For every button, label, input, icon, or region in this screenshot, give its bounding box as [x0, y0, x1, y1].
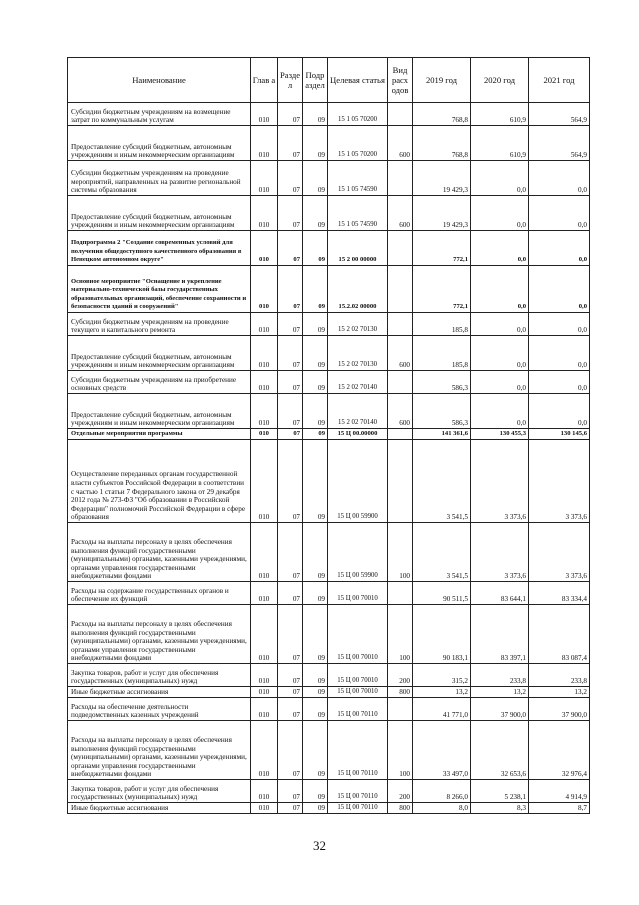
row-vid: 600: [388, 126, 413, 161]
row-2021: 0,0: [529, 313, 590, 336]
row-vid: [388, 440, 413, 523]
table-row: [68, 231, 590, 266]
row-statya: 15 1 05 74590: [328, 161, 388, 196]
row-name: Подпрограмма 2 "Создание современных условий для получения общедоступного качественного образования в Ненецком автономном округе": [68, 231, 251, 266]
row-2021: 8,7: [529, 803, 590, 814]
row-name: Предоставление субсидий бюджетным, автономным учреждениям и иным некоммерческим организациям: [68, 126, 251, 161]
row-name: Предоставление субсидий бюджетным, автономным учреждениям и иным некоммерческим организациям: [68, 196, 251, 231]
row-2021: 130 145,6: [529, 429, 590, 440]
row-2019: 768,8: [413, 126, 471, 161]
row-razdel: 07: [278, 336, 303, 371]
row-name: Закупка товаров, работ и услуг для обеспечения государственных (муниципальных) нужд: [68, 664, 251, 687]
row-podrazdel: 09: [303, 698, 328, 721]
row-podrazdel: 09: [303, 687, 328, 698]
row-razdel: 07: [278, 605, 303, 664]
row-podrazdel: 09: [303, 394, 328, 429]
row-2019: 141 361,6: [413, 429, 471, 440]
header-2020: 2020 год: [471, 58, 529, 103]
row-2020: 32 653,6: [471, 721, 529, 780]
row-name: Субсидии бюджетным учреждениям на проведение текущего и капитального ремонта: [68, 313, 251, 336]
row-2021: 0,0: [529, 231, 590, 266]
row-razdel: 07: [278, 196, 303, 231]
row-name: Расходы на обеспечение деятельности подведомственных казенных учреждений: [68, 698, 251, 721]
row-2021: 564,9: [529, 126, 590, 161]
row-name: Осуществление переданных органам государственной власти субъектов Российской Федерации в соответствии с частью 1 статьи 7 Федерального закона от 29 декабря 2012 года № 273-ФЗ "Об образовании в Российской Федерации" полномочий Российской Федерации в сфере образования: [68, 440, 251, 523]
table-row: [68, 429, 590, 440]
row-statya: 15.2.02 00000: [328, 266, 388, 313]
row-2021: 3 373,6: [529, 440, 590, 523]
row-razdel: 07: [278, 721, 303, 780]
row-podrazdel: 09: [303, 336, 328, 371]
row-2019: 13,2: [413, 687, 471, 698]
row-2019: 33 497,0: [413, 721, 471, 780]
row-razdel: 07: [278, 161, 303, 196]
header-name: Наименование: [68, 58, 251, 103]
header-2019: 2019 год: [413, 58, 471, 103]
row-podrazdel: 09: [303, 196, 328, 231]
row-2020: 0,0: [471, 231, 529, 266]
row-2020: 0,0: [471, 336, 529, 371]
table-row: [68, 440, 590, 523]
row-glava: 010: [251, 336, 278, 371]
row-vid: [388, 313, 413, 336]
row-statya: 15 Ц 00 70010: [328, 582, 388, 605]
row-2020: 0,0: [471, 313, 529, 336]
row-razdel: 07: [278, 440, 303, 523]
row-name: Расходы на выплаты персоналу в целях обеспечения выполнения функций государственными (муниципальными) органами, казенными учреждениями, органами управления государственными внебюджетными фондами: [68, 605, 251, 664]
row-2021: 0,0: [529, 196, 590, 231]
row-2020: 3 373,6: [471, 440, 529, 523]
row-2021: 564,9: [529, 103, 590, 126]
row-statya: 15 2 02 70130: [328, 336, 388, 371]
row-2021: 0,0: [529, 371, 590, 394]
header-razdel: Разде л: [278, 58, 303, 103]
row-vid: [388, 231, 413, 266]
row-2019: 772,1: [413, 231, 471, 266]
row-podrazdel: 09: [303, 231, 328, 266]
row-vid: 200: [388, 780, 413, 803]
row-2019: 586,3: [413, 371, 471, 394]
row-2020: 0,0: [471, 371, 529, 394]
table-row: [68, 371, 590, 394]
row-name: Основное мероприятие "Оснащение и укрепление материально-технической базы государственных образовательных организаций, обеспечение сохранности и безопасности зданий и сооружений": [68, 266, 251, 313]
row-glava: 010: [251, 440, 278, 523]
row-glava: 010: [251, 161, 278, 196]
table-row: [68, 523, 590, 582]
row-vid: [388, 371, 413, 394]
row-podrazdel: 09: [303, 721, 328, 780]
row-podrazdel: 09: [303, 103, 328, 126]
row-name: Расходы на выплаты персоналу в целях обеспечения выполнения функций государственными (муниципальными) органами, казенными учреждениями, органами управления государственными внебюджетными фондами: [68, 721, 251, 780]
row-2020: 130 455,3: [471, 429, 529, 440]
table-body: [68, 103, 590, 814]
row-2020: 83 644,1: [471, 582, 529, 605]
row-2021: 0,0: [529, 336, 590, 371]
row-glava: 010: [251, 687, 278, 698]
row-name: Отдельные мероприятия программы: [68, 429, 251, 440]
header-statya: Целевая статья: [328, 58, 388, 103]
row-statya: 15 1 05 70200: [328, 126, 388, 161]
row-podrazdel: 09: [303, 605, 328, 664]
row-podrazdel: 09: [303, 266, 328, 313]
row-glava: 010: [251, 231, 278, 266]
row-statya: 15 Ц 00 70110: [328, 721, 388, 780]
row-2019: 185,8: [413, 313, 471, 336]
row-razdel: 07: [278, 126, 303, 161]
row-2019: 19 429,3: [413, 161, 471, 196]
row-razdel: 07: [278, 313, 303, 336]
row-2020: 0,0: [471, 196, 529, 231]
row-razdel: 07: [278, 371, 303, 394]
row-vid: 600: [388, 336, 413, 371]
table-row: [68, 336, 590, 371]
row-razdel: 07: [278, 803, 303, 814]
row-podrazdel: 09: [303, 582, 328, 605]
row-2020: 37 900,0: [471, 698, 529, 721]
row-statya: 15 Ц 00 59900: [328, 440, 388, 523]
row-vid: [388, 161, 413, 196]
row-glava: 010: [251, 803, 278, 814]
row-razdel: 07: [278, 103, 303, 126]
row-podrazdel: 09: [303, 523, 328, 582]
row-name: Закупка товаров, работ и услуг для обеспечения государственных (муниципальных) нужд: [68, 780, 251, 803]
row-glava: 010: [251, 126, 278, 161]
row-2021: 0,0: [529, 266, 590, 313]
row-2020: 610,9: [471, 126, 529, 161]
row-2021: 233,8: [529, 664, 590, 687]
row-name: Расходы на содержание государственных органов и обеспечение их функций: [68, 582, 251, 605]
row-vid: [388, 582, 413, 605]
row-name: Иные бюджетные ассигнования: [68, 687, 251, 698]
row-2019: 19 429,3: [413, 196, 471, 231]
row-glava: 010: [251, 429, 278, 440]
row-razdel: 07: [278, 664, 303, 687]
row-statya: 15 1 05 70200: [328, 103, 388, 126]
row-glava: 010: [251, 780, 278, 803]
table-header-row: [68, 58, 590, 103]
row-glava: 010: [251, 605, 278, 664]
row-statya: 15 Ц 00 70010: [328, 687, 388, 698]
row-podrazdel: 09: [303, 429, 328, 440]
row-vid: 100: [388, 721, 413, 780]
row-name: Субсидии бюджетным учреждениям на проведение мероприятий, направленных на развитие региональной системы образования: [68, 161, 251, 196]
row-2019: 586,3: [413, 394, 471, 429]
row-glava: 010: [251, 371, 278, 394]
row-glava: 010: [251, 523, 278, 582]
row-2021: 83 334,4: [529, 582, 590, 605]
table-row: [68, 687, 590, 698]
table-row: [68, 698, 590, 721]
row-glava: 010: [251, 721, 278, 780]
row-name: Расходы на выплаты персоналу в целях обеспечения выполнения функций государственными (муниципальными) органами, казенными учреждениями, органами управления государственными внебюджетными фондами: [68, 523, 251, 582]
row-glava: 010: [251, 664, 278, 687]
row-podrazdel: 09: [303, 161, 328, 196]
row-podrazdel: 09: [303, 371, 328, 394]
row-2019: 185,8: [413, 336, 471, 371]
row-glava: 010: [251, 394, 278, 429]
table-row: [68, 582, 590, 605]
table-row: [68, 126, 590, 161]
row-statya: 15 2 00 00000: [328, 231, 388, 266]
row-2019: 3 541,5: [413, 523, 471, 582]
header-2021: 2021 год: [529, 58, 590, 103]
row-razdel: 07: [278, 687, 303, 698]
table-row: [68, 780, 590, 803]
row-2020: 233,8: [471, 664, 529, 687]
row-vid: [388, 103, 413, 126]
row-2020: 0,0: [471, 161, 529, 196]
row-2021: 83 087,4: [529, 605, 590, 664]
row-2021: 3 373,6: [529, 523, 590, 582]
table-row: [68, 161, 590, 196]
row-razdel: 07: [278, 698, 303, 721]
row-vid: 100: [388, 605, 413, 664]
row-2021: 4 914,9: [529, 780, 590, 803]
row-2019: 8,0: [413, 803, 471, 814]
table-row: [68, 605, 590, 664]
row-razdel: 07: [278, 429, 303, 440]
row-vid: 600: [388, 394, 413, 429]
row-statya: 15 Ц 00.00000: [328, 429, 388, 440]
row-glava: 010: [251, 582, 278, 605]
row-name: Субсидии бюджетным учреждениям на возмещение затрат по коммунальным услугам: [68, 103, 251, 126]
header-glava: Глав а: [251, 58, 278, 103]
row-razdel: 07: [278, 394, 303, 429]
page-number: 32: [313, 838, 326, 853]
row-vid: 800: [388, 687, 413, 698]
row-vid: 800: [388, 803, 413, 814]
row-glava: 010: [251, 103, 278, 126]
row-2021: 0,0: [529, 161, 590, 196]
row-glava: 010: [251, 196, 278, 231]
row-2021: 37 900,0: [529, 698, 590, 721]
table-row: [68, 803, 590, 814]
table-row: [68, 313, 590, 336]
row-podrazdel: 09: [303, 803, 328, 814]
row-2020: 8,3: [471, 803, 529, 814]
row-vid: 100: [388, 523, 413, 582]
row-vid: [388, 429, 413, 440]
budget-table: [67, 57, 590, 814]
row-podrazdel: 09: [303, 780, 328, 803]
row-2019: 90 511,5: [413, 582, 471, 605]
row-razdel: 07: [278, 582, 303, 605]
row-podrazdel: 09: [303, 313, 328, 336]
row-statya: 15 Ц 00 70010: [328, 605, 388, 664]
row-statya: 15 Ц 00 59900: [328, 523, 388, 582]
table-row: [68, 196, 590, 231]
table-row: [68, 266, 590, 313]
row-razdel: 07: [278, 231, 303, 266]
row-razdel: 07: [278, 266, 303, 313]
row-statya: 15 Ц 00 70110: [328, 803, 388, 814]
row-podrazdel: 09: [303, 664, 328, 687]
row-name: Субсидии бюджетным учреждениям на приобретение основных средств: [68, 371, 251, 394]
row-name: Предоставление субсидий бюджетным, автономным учреждениям и иным некоммерческим организациям: [68, 394, 251, 429]
row-vid: 200: [388, 664, 413, 687]
row-2020: 5 238,1: [471, 780, 529, 803]
row-name: Иные бюджетные ассигнования: [68, 803, 251, 814]
header-podrazdel: Подр аздел: [303, 58, 328, 103]
row-2020: 3 373,6: [471, 523, 529, 582]
row-statya: 15 2 02 70140: [328, 371, 388, 394]
row-razdel: 07: [278, 523, 303, 582]
row-razdel: 07: [278, 780, 303, 803]
row-glava: 010: [251, 698, 278, 721]
table-row: [68, 103, 590, 126]
row-2019: 8 266,0: [413, 780, 471, 803]
row-statya: 15 1 05 74590: [328, 196, 388, 231]
row-2019: 41 771,0: [413, 698, 471, 721]
row-2020: 13,2: [471, 687, 529, 698]
row-2020: 0,0: [471, 394, 529, 429]
row-glava: 010: [251, 313, 278, 336]
row-2020: 0,0: [471, 266, 529, 313]
row-2019: 315,2: [413, 664, 471, 687]
row-statya: 15 2 02 70140: [328, 394, 388, 429]
row-2021: 0,0: [529, 394, 590, 429]
row-vid: [388, 266, 413, 313]
row-statya: 15 Ц 00 70110: [328, 698, 388, 721]
row-statya: 15 Ц 00 70110: [328, 780, 388, 803]
row-2021: 32 976,4: [529, 721, 590, 780]
row-podrazdel: 09: [303, 440, 328, 523]
row-vid: 600: [388, 196, 413, 231]
row-2021: 13,2: [529, 687, 590, 698]
row-2019: 768,8: [413, 103, 471, 126]
table-row: [68, 664, 590, 687]
header-vid: Вид расх одов: [388, 58, 413, 103]
row-glava: 010: [251, 266, 278, 313]
table-row: [68, 721, 590, 780]
row-2020: 83 397,1: [471, 605, 529, 664]
row-2019: 772,1: [413, 266, 471, 313]
budget-table-sheet: [67, 57, 589, 814]
row-vid: [388, 698, 413, 721]
row-statya: 15 Ц 00 70010: [328, 664, 388, 687]
table-row: [68, 394, 590, 429]
row-name: Предоставление субсидий бюджетным, автономным учреждениям и иным некоммерческим организациям: [68, 336, 251, 371]
row-statya: 15 2 02 70130: [328, 313, 388, 336]
row-2019: 3 541,5: [413, 440, 471, 523]
row-2020: 610,9: [471, 103, 529, 126]
row-podrazdel: 09: [303, 126, 328, 161]
row-2019: 90 183,1: [413, 605, 471, 664]
